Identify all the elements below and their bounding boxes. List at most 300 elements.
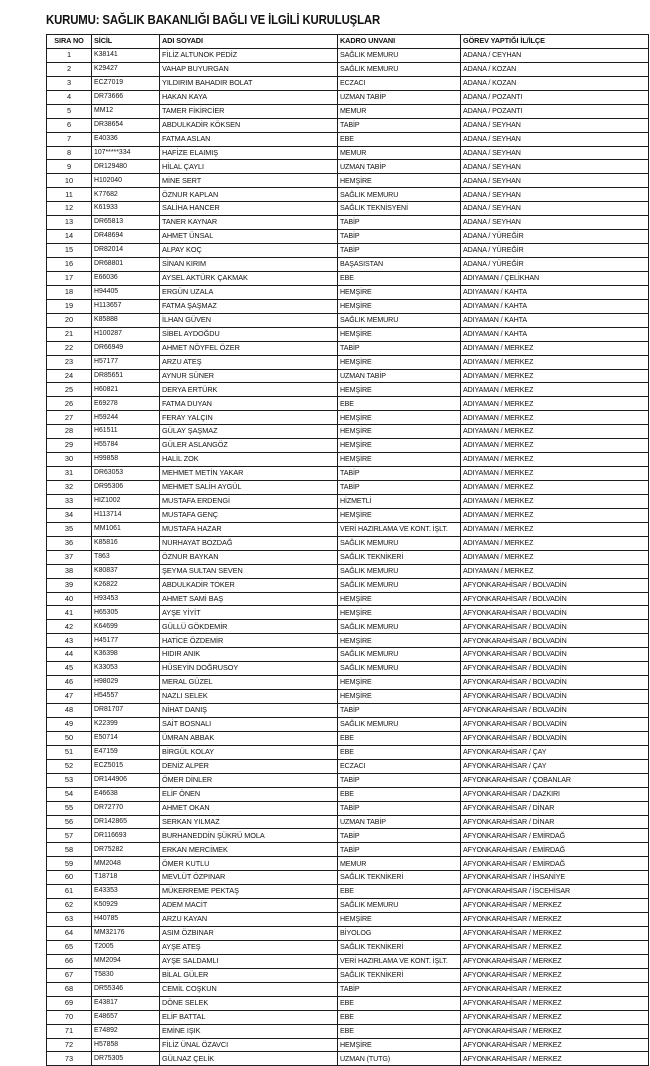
cell-sira-no: 68 — [47, 982, 92, 996]
table-row — [47, 481, 649, 495]
cell-adi-soyadi: GÜLNAZ ÇELİK — [160, 1052, 338, 1066]
table-row — [47, 1010, 649, 1024]
cell-sicil: K80837 — [92, 564, 160, 578]
cell-kadro-unvani: TABİP — [338, 244, 461, 258]
page-title: KURUMU: SAĞLIK BAKANLIĞI BAĞLI VE İLGİLİ KURULUŞLAR — [46, 14, 381, 28]
cell-sira-no: 1 — [47, 48, 92, 62]
cell-adi-soyadi: ÖMER DİNLER — [160, 773, 338, 787]
cell-sicil: H100287 — [92, 327, 160, 341]
table-row — [47, 369, 649, 383]
cell-adi-soyadi: ŞEYMA SULTAN SEVEN — [160, 564, 338, 578]
cell-gorev-yeri: AFYONKARAHİSAR / BOLVADİN — [461, 676, 649, 690]
cell-gorev-yeri: AFYONKARAHİSAR / MERKEZ — [461, 996, 649, 1010]
table-row — [47, 606, 649, 620]
cell-gorev-yeri: ADIYAMAN / MERKEZ — [461, 564, 649, 578]
cell-sira-no: 52 — [47, 759, 92, 773]
cell-sicil: DR95306 — [92, 481, 160, 495]
cell-sira-no: 23 — [47, 355, 92, 369]
cell-sira-no: 21 — [47, 327, 92, 341]
cell-kadro-unvani: MEMUR — [338, 104, 461, 118]
cell-sicil: DR85651 — [92, 369, 160, 383]
cell-adi-soyadi: MUSTAFA GENÇ — [160, 508, 338, 522]
table-row — [47, 258, 649, 272]
cell-adi-soyadi: AYSEL AKTÜRK ÇAKMAK — [160, 271, 338, 285]
cell-sicil: DR142865 — [92, 815, 160, 829]
cell-adi-soyadi: AHMET SAMİ BAŞ — [160, 592, 338, 606]
cell-sicil: H98029 — [92, 676, 160, 690]
table-row — [47, 899, 649, 913]
cell-gorev-yeri: AFYONKARAHİSAR / MERKEZ — [461, 1052, 649, 1066]
cell-sicil: H59244 — [92, 411, 160, 425]
table-row — [47, 968, 649, 982]
cell-gorev-yeri: AFYONKARAHİSAR / BOLVADİN — [461, 592, 649, 606]
cell-sicil: DR66949 — [92, 341, 160, 355]
cell-sicil: DR81707 — [92, 704, 160, 718]
cell-kadro-unvani: UZMAN TABİP — [338, 815, 461, 829]
cell-sira-no: 56 — [47, 815, 92, 829]
cell-adi-soyadi: ÖMER KUTLU — [160, 857, 338, 871]
cell-kadro-unvani: BİYOLOG — [338, 927, 461, 941]
cell-sicil: E47159 — [92, 745, 160, 759]
cell-sicil: H102040 — [92, 174, 160, 188]
cell-kadro-unvani: SAĞLIK MEMURU — [338, 48, 461, 62]
cell-sicil: DR116693 — [92, 829, 160, 843]
cell-adi-soyadi: MUSTAFA ERDENGİ — [160, 494, 338, 508]
cell-gorev-yeri: ADIYAMAN / MERKEZ — [461, 397, 649, 411]
cell-sicil: T2005 — [92, 940, 160, 954]
cell-sira-no: 41 — [47, 606, 92, 620]
cell-adi-soyadi: ERGÜN UZALA — [160, 285, 338, 299]
cell-adi-soyadi: GÜLAY ŞAŞMAZ — [160, 425, 338, 439]
cell-gorev-yeri: ADANA / KOZAN — [461, 76, 649, 90]
table-row — [47, 857, 649, 871]
cell-kadro-unvani: VERİ HAZIRLAMA VE KONT. İŞLT. — [338, 954, 461, 968]
cell-sira-no: 12 — [47, 202, 92, 216]
cell-sira-no: 40 — [47, 592, 92, 606]
table-row — [47, 1024, 649, 1038]
cell-kadro-unvani: TABİP — [338, 982, 461, 996]
cell-gorev-yeri: AFYONKARAHİSAR / DİNAR — [461, 815, 649, 829]
cell-adi-soyadi: EMİNE IŞIK — [160, 1024, 338, 1038]
cell-sira-no: 29 — [47, 439, 92, 453]
table-row — [47, 62, 649, 76]
cell-sira-no: 71 — [47, 1024, 92, 1038]
cell-sira-no: 9 — [47, 160, 92, 174]
cell-gorev-yeri: AFYONKARAHİSAR / BOLVADİN — [461, 690, 649, 704]
cell-kadro-unvani: MEMUR — [338, 146, 461, 160]
table-row — [47, 829, 649, 843]
cell-kadro-unvani: HEMŞİRE — [338, 327, 461, 341]
column-header-kadro-unvani: KADRO UNVANI — [338, 35, 461, 49]
cell-kadro-unvani: TABİP — [338, 843, 461, 857]
table-row — [47, 383, 649, 397]
cell-gorev-yeri: AFYONKARAHİSAR / BOLVADİN — [461, 634, 649, 648]
cell-sicil: H113714 — [92, 508, 160, 522]
cell-kadro-unvani: SAĞLIK MEMURU — [338, 313, 461, 327]
cell-kadro-unvani: HEMŞİRE — [338, 383, 461, 397]
cell-sira-no: 7 — [47, 132, 92, 146]
cell-kadro-unvani: SAĞLIK MEMURU — [338, 564, 461, 578]
table-row — [47, 1052, 649, 1066]
cell-sira-no: 45 — [47, 662, 92, 676]
cell-sicil: K38141 — [92, 48, 160, 62]
cell-adi-soyadi: SAİT BOSNALI — [160, 717, 338, 731]
cell-gorev-yeri: AFYONKARAHİSAR / BOLVADİN — [461, 731, 649, 745]
cell-gorev-yeri: ADIYAMAN / MERKEZ — [461, 494, 649, 508]
table-row — [47, 271, 649, 285]
cell-kadro-unvani: EBE — [338, 132, 461, 146]
cell-sira-no: 60 — [47, 871, 92, 885]
cell-sicil: MM32176 — [92, 927, 160, 941]
cell-adi-soyadi: DÖNE SELEK — [160, 996, 338, 1010]
cell-sicil: K85888 — [92, 313, 160, 327]
cell-sicil: H60821 — [92, 383, 160, 397]
cell-adi-soyadi: AHMET ÜNSAL — [160, 230, 338, 244]
cell-adi-soyadi: MEHMET SALİH AYGÜL — [160, 481, 338, 495]
cell-gorev-yeri: AFYONKARAHİSAR / MERKEZ — [461, 899, 649, 913]
cell-kadro-unvani: HEMŞİRE — [338, 285, 461, 299]
cell-adi-soyadi: FATMA ASLAN — [160, 132, 338, 146]
cell-sicil: MM1061 — [92, 522, 160, 536]
table-row — [47, 704, 649, 718]
cell-gorev-yeri: ADANA / POZANTI — [461, 104, 649, 118]
cell-sicil: DR63053 — [92, 467, 160, 481]
cell-adi-soyadi: AYŞE SALDAMLI — [160, 954, 338, 968]
cell-sira-no: 39 — [47, 578, 92, 592]
cell-sicil: H55784 — [92, 439, 160, 453]
table-row — [47, 954, 649, 968]
cell-sicil: E74892 — [92, 1024, 160, 1038]
cell-sicil: K85816 — [92, 536, 160, 550]
cell-gorev-yeri: ADANA / CEYHAN — [461, 48, 649, 62]
cell-kadro-unvani: TABİP — [338, 801, 461, 815]
cell-gorev-yeri: AFYONKARAHİSAR / İHSANİYE — [461, 871, 649, 885]
cell-adi-soyadi: FERAY YALÇIN — [160, 411, 338, 425]
table-row — [47, 299, 649, 313]
cell-gorev-yeri: ADIYAMAN / MERKEZ — [461, 550, 649, 564]
table-row — [47, 564, 649, 578]
cell-gorev-yeri: AFYONKARAHİSAR / DAZKIRI — [461, 787, 649, 801]
cell-adi-soyadi: HIDIR ANIK — [160, 648, 338, 662]
cell-sicil: K22399 — [92, 717, 160, 731]
cell-adi-soyadi: AYNUR SÜNER — [160, 369, 338, 383]
cell-adi-soyadi: FİLİZ ALTUNOK PEDİZ — [160, 48, 338, 62]
cell-kadro-unvani: SAĞLIK MEMURU — [338, 62, 461, 76]
cell-sira-no: 64 — [47, 927, 92, 941]
table-row — [47, 996, 649, 1010]
cell-sira-no: 19 — [47, 299, 92, 313]
cell-kadro-unvani: UZMAN TABİP — [338, 90, 461, 104]
cell-adi-soyadi: SİBEL AYDOĞDU — [160, 327, 338, 341]
table-row — [47, 341, 649, 355]
cell-sira-no: 10 — [47, 174, 92, 188]
cell-sicil: H54557 — [92, 690, 160, 704]
table-row — [47, 453, 649, 467]
cell-kadro-unvani: HEMŞİRE — [338, 425, 461, 439]
cell-sira-no: 73 — [47, 1052, 92, 1066]
table-row — [47, 230, 649, 244]
table-row — [47, 188, 649, 202]
table-row — [47, 662, 649, 676]
table-row — [47, 759, 649, 773]
cell-gorev-yeri: AFYONKARAHİSAR / MERKEZ — [461, 1010, 649, 1024]
cell-gorev-yeri: AFYONKARAHİSAR / EMİRDAĞ — [461, 829, 649, 843]
cell-sira-no: 25 — [47, 383, 92, 397]
cell-kadro-unvani: SAĞLIK MEMURU — [338, 717, 461, 731]
cell-gorev-yeri: AFYONKARAHİSAR / MERKEZ — [461, 940, 649, 954]
cell-kadro-unvani: SAĞLIK MEMURU — [338, 648, 461, 662]
table-row — [47, 411, 649, 425]
cell-sira-no: 69 — [47, 996, 92, 1010]
cell-sira-no: 35 — [47, 522, 92, 536]
table-row — [47, 745, 649, 759]
table-row — [47, 690, 649, 704]
cell-gorev-yeri: AFYONKARAHİSAR / MERKEZ — [461, 982, 649, 996]
cell-sira-no: 42 — [47, 620, 92, 634]
cell-adi-soyadi: BİLAL GÜLER — [160, 968, 338, 982]
cell-adi-soyadi: SERKAN YILMAZ — [160, 815, 338, 829]
cell-sicil: H113657 — [92, 299, 160, 313]
cell-kadro-unvani: HEMŞİRE — [338, 453, 461, 467]
cell-sira-no: 59 — [47, 857, 92, 871]
cell-sira-no: 31 — [47, 467, 92, 481]
cell-kadro-unvani: EBE — [338, 745, 461, 759]
table-row — [47, 1038, 649, 1052]
cell-kadro-unvani: HEMŞİRE — [338, 676, 461, 690]
cell-gorev-yeri: ADIYAMAN / KAHTA — [461, 299, 649, 313]
cell-sira-no: 48 — [47, 704, 92, 718]
cell-sicil: DR129480 — [92, 160, 160, 174]
cell-sira-no: 70 — [47, 1010, 92, 1024]
table-body — [47, 48, 649, 1065]
cell-kadro-unvani: ECZACI — [338, 76, 461, 90]
table-row — [47, 439, 649, 453]
table-row — [47, 313, 649, 327]
table-row — [47, 118, 649, 132]
cell-adi-soyadi: GÜLLÜ GÖKDEMİR — [160, 620, 338, 634]
cell-gorev-yeri: AFYONKARAHİSAR / MERKEZ — [461, 1024, 649, 1038]
cell-sicil: DR72770 — [92, 801, 160, 815]
cell-kadro-unvani: ECZACI — [338, 759, 461, 773]
cell-adi-soyadi: NAZLI SELEK — [160, 690, 338, 704]
cell-sicil: MM2048 — [92, 857, 160, 871]
cell-adi-soyadi: AYŞE YİYİT — [160, 606, 338, 620]
cell-kadro-unvani: HİZMETLİ — [338, 494, 461, 508]
cell-kadro-unvani: TABİP — [338, 773, 461, 787]
cell-gorev-yeri: ADANA / SEYHAN — [461, 174, 649, 188]
cell-sira-no: 16 — [47, 258, 92, 272]
cell-sicil: K36398 — [92, 648, 160, 662]
cell-kadro-unvani: TABİP — [338, 216, 461, 230]
cell-sira-no: 58 — [47, 843, 92, 857]
cell-sira-no: 49 — [47, 717, 92, 731]
cell-gorev-yeri: ADIYAMAN / MERKEZ — [461, 383, 649, 397]
cell-sira-no: 72 — [47, 1038, 92, 1052]
cell-gorev-yeri: ADANA / YÜREĞİR — [461, 258, 649, 272]
cell-gorev-yeri: ADIYAMAN / MERKEZ — [461, 439, 649, 453]
cell-gorev-yeri: AFYONKARAHİSAR / MERKEZ — [461, 913, 649, 927]
cell-gorev-yeri: ADANA / SEYHAN — [461, 160, 649, 174]
cell-kadro-unvani: VERİ HAZIRLAMA VE KONT. İŞLT. — [338, 522, 461, 536]
table-row — [47, 536, 649, 550]
cell-adi-soyadi: AHMET NÖYFEL ÖZER — [160, 341, 338, 355]
cell-sira-no: 34 — [47, 508, 92, 522]
cell-adi-soyadi: ERKAN MERCİMEK — [160, 843, 338, 857]
cell-gorev-yeri: AFYONKARAHİSAR / MERKEZ — [461, 968, 649, 982]
cell-kadro-unvani: HEMŞİRE — [338, 690, 461, 704]
cell-sicil: E50714 — [92, 731, 160, 745]
cell-adi-soyadi: ADEM MACİT — [160, 899, 338, 913]
cell-sira-no: 67 — [47, 968, 92, 982]
cell-gorev-yeri: ADANA / KOZAN — [461, 62, 649, 76]
table-row — [47, 634, 649, 648]
table-row — [47, 397, 649, 411]
table-row — [47, 522, 649, 536]
cell-gorev-yeri: ADIYAMAN / MERKEZ — [461, 522, 649, 536]
cell-adi-soyadi: FİLİZ ÜNAL ÖZAVCI — [160, 1038, 338, 1052]
cell-sicil: T5830 — [92, 968, 160, 982]
cell-gorev-yeri: AFYONKARAHİSAR / ÇAY — [461, 745, 649, 759]
cell-sira-no: 43 — [47, 634, 92, 648]
cell-sicil: DR75282 — [92, 843, 160, 857]
cell-gorev-yeri: ADANA / SEYHAN — [461, 118, 649, 132]
cell-sira-no: 36 — [47, 536, 92, 550]
cell-adi-soyadi: FATMA DUYAN — [160, 397, 338, 411]
table-row — [47, 494, 649, 508]
cell-kadro-unvani: TABİP — [338, 467, 461, 481]
cell-sicil: E46638 — [92, 787, 160, 801]
cell-sicil: H65305 — [92, 606, 160, 620]
cell-sicil: DR75305 — [92, 1052, 160, 1066]
cell-gorev-yeri: ADIYAMAN / MERKEZ — [461, 369, 649, 383]
table-row — [47, 425, 649, 439]
cell-sira-no: 50 — [47, 731, 92, 745]
cell-adi-soyadi: AYŞE ATEŞ — [160, 940, 338, 954]
cell-kadro-unvani: HEMŞİRE — [338, 174, 461, 188]
cell-sira-no: 32 — [47, 481, 92, 495]
cell-sicil: H45177 — [92, 634, 160, 648]
cell-sicil: K33053 — [92, 662, 160, 676]
table-row — [47, 216, 649, 230]
cell-gorev-yeri: AFYONKARAHİSAR / BOLVADİN — [461, 578, 649, 592]
cell-gorev-yeri: AFYONKARAHİSAR / EMİRDAĞ — [461, 843, 649, 857]
cell-kadro-unvani: HEMŞİRE — [338, 592, 461, 606]
table-row — [47, 48, 649, 62]
table-row — [47, 913, 649, 927]
cell-gorev-yeri: ADIYAMAN / MERKEZ — [461, 425, 649, 439]
cell-adi-soyadi: ARZU KAYAN — [160, 913, 338, 927]
cell-sicil: ECZ5015 — [92, 759, 160, 773]
table-row — [47, 871, 649, 885]
cell-adi-soyadi: TANER KAYNAR — [160, 216, 338, 230]
cell-sira-no: 30 — [47, 453, 92, 467]
cell-kadro-unvani: HEMŞİRE — [338, 299, 461, 313]
cell-sira-no: 27 — [47, 411, 92, 425]
cell-sicil: E43817 — [92, 996, 160, 1010]
cell-kadro-unvani: BAŞASISTAN — [338, 258, 461, 272]
table-row — [47, 717, 649, 731]
cell-sicil: MM2094 — [92, 954, 160, 968]
cell-gorev-yeri: ADIYAMAN / KAHTA — [461, 285, 649, 299]
cell-gorev-yeri: ADIYAMAN / ÇELİKHAN — [461, 271, 649, 285]
cell-kadro-unvani: TABİP — [338, 341, 461, 355]
cell-adi-soyadi: SİNAN KIRIM — [160, 258, 338, 272]
cell-sira-no: 11 — [47, 188, 92, 202]
cell-gorev-yeri: AFYONKARAHİSAR / ÇOBANLAR — [461, 773, 649, 787]
cell-kadro-unvani: UZMAN (TUTG) — [338, 1052, 461, 1066]
column-header-adi-soyadi: ADI SOYADI — [160, 35, 338, 49]
cell-sira-no: 14 — [47, 230, 92, 244]
cell-sicil: K61933 — [92, 202, 160, 216]
cell-adi-soyadi: NİHAT DANIŞ — [160, 704, 338, 718]
cell-adi-soyadi: ÖZNUR KAPLAN — [160, 188, 338, 202]
cell-sicil: HIZ1002 — [92, 494, 160, 508]
cell-gorev-yeri: ADIYAMAN / MERKEZ — [461, 355, 649, 369]
table-row — [47, 160, 649, 174]
cell-kadro-unvani: EBE — [338, 885, 461, 899]
cell-adi-soyadi: MERAL GÜZEL — [160, 676, 338, 690]
cell-gorev-yeri: AFYONKARAHİSAR / BOLVADİN — [461, 717, 649, 731]
table-row — [47, 982, 649, 996]
table-row — [47, 146, 649, 160]
table-row — [47, 355, 649, 369]
cell-sira-no: 20 — [47, 313, 92, 327]
cell-sira-no: 53 — [47, 773, 92, 787]
table-row — [47, 76, 649, 90]
cell-sira-no: 3 — [47, 76, 92, 90]
cell-adi-soyadi: HALİL ZOK — [160, 453, 338, 467]
table-row — [47, 801, 649, 815]
cell-sira-no: 62 — [47, 899, 92, 913]
cell-sicil: E48657 — [92, 1010, 160, 1024]
cell-kadro-unvani: HEMŞİRE — [338, 355, 461, 369]
cell-kadro-unvani: SAĞLIK TEKNİKERİ — [338, 940, 461, 954]
cell-sicil: H99858 — [92, 453, 160, 467]
cell-adi-soyadi: CEMİL COŞKUN — [160, 982, 338, 996]
cell-gorev-yeri: ADANA / SEYHAN — [461, 216, 649, 230]
table-row — [47, 174, 649, 188]
cell-kadro-unvani: EBE — [338, 397, 461, 411]
cell-gorev-yeri: ADIYAMAN / MERKEZ — [461, 508, 649, 522]
cell-sira-no: 13 — [47, 216, 92, 230]
cell-adi-soyadi: VAHAP BUYURGAN — [160, 62, 338, 76]
cell-sicil: DR144906 — [92, 773, 160, 787]
cell-sira-no: 63 — [47, 913, 92, 927]
table-row — [47, 285, 649, 299]
table-row — [47, 773, 649, 787]
cell-sicil: DR38654 — [92, 118, 160, 132]
cell-adi-soyadi: MEHMET METİN YAKAR — [160, 467, 338, 481]
cell-sira-no: 24 — [47, 369, 92, 383]
cell-sira-no: 2 — [47, 62, 92, 76]
cell-adi-soyadi: GÜLER ASLANGÖZ — [160, 439, 338, 453]
cell-sicil: DR82014 — [92, 244, 160, 258]
table-row — [47, 90, 649, 104]
cell-adi-soyadi: ALPAY KOÇ — [160, 244, 338, 258]
cell-sicil: K29427 — [92, 62, 160, 76]
cell-sicil: T18718 — [92, 871, 160, 885]
table-row — [47, 815, 649, 829]
cell-sira-no: 46 — [47, 676, 92, 690]
cell-kadro-unvani: SAĞLIK TEKNİKERİ — [338, 871, 461, 885]
cell-gorev-yeri: ADANA / SEYHAN — [461, 132, 649, 146]
cell-adi-soyadi: TAMER FİKİRCİER — [160, 104, 338, 118]
column-header-gorev-yeri: GÖREV YAPTIĞI İL/İLÇE — [461, 35, 649, 49]
cell-kadro-unvani: HEMŞİRE — [338, 1038, 461, 1052]
cell-sira-no: 47 — [47, 690, 92, 704]
table-row — [47, 508, 649, 522]
cell-kadro-unvani: SAĞLIK TEKNİSYENİ — [338, 202, 461, 216]
